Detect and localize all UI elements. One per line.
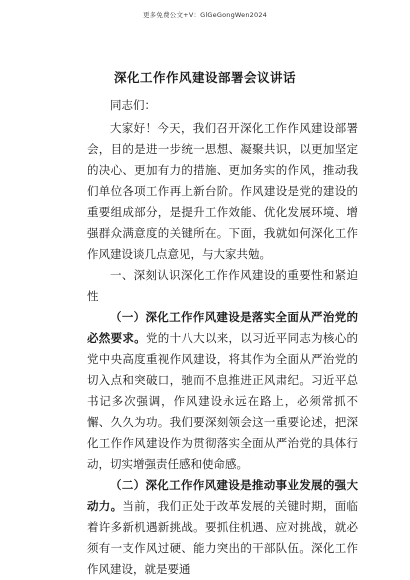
section-heading-1: 一、深刻认识深化工作作风建设的重要性和紧迫性	[87, 268, 358, 303]
document-body	[87, 95, 358, 580]
subsection-2-heading: （二）深化工作作风建设是推动事业发展的强大动力。	[87, 478, 358, 513]
subsection-1	[87, 307, 358, 475]
subsection-2	[87, 475, 358, 580]
subsection-1-heading: （一）深化工作作风建设是落实全面从严治党的必然要求。	[87, 310, 358, 345]
subsection-1-text: 党的十八大以来，以习近平同志为核心的党中央高度重视作风建设，将其作为全面从严治党的切入点和突破口，驰而不息推进正风肃纪。习近平总书记多次强调，作风建设永远在路上，必须常抓不懈、久久为功。我们要深刻领会这一重要论述，把深化工作作风建设作为贯彻落实全面从严治党的具体行动，切实增强责任感和使命感。	[87, 331, 359, 471]
salutation: 同志们：	[110, 98, 156, 112]
subsection-2-text: 当前，我们正处于改革发展的关键时期，面临着许多新机遇新挑战。要抓住机遇、应对挑战，就必须有一支作风过硬、能力突出的干部队伍。深化工作作风建设，就是要通	[87, 499, 359, 576]
paragraph-opening: 大家好！今天，我们召开深化工作作风建设部署会，目的是进一步统一思想、凝聚共识，以更加坚定的决心、更加有力的措施、更加务实的作风，推动我们单位各项工作再上新台阶。作风建设是党的建设的重要组成部分，是提升工作效能、优化发展环境、增强群众满意度的关键所在。下面，我就如何深化工作作风建设谈几点意见，与大家共勉。	[87, 121, 358, 261]
document-title: 深化工作作风建设部署会议讲话	[113, 70, 296, 85]
header-note: 更多免费公文+V：GlGeGongWen2024	[142, 11, 268, 19]
